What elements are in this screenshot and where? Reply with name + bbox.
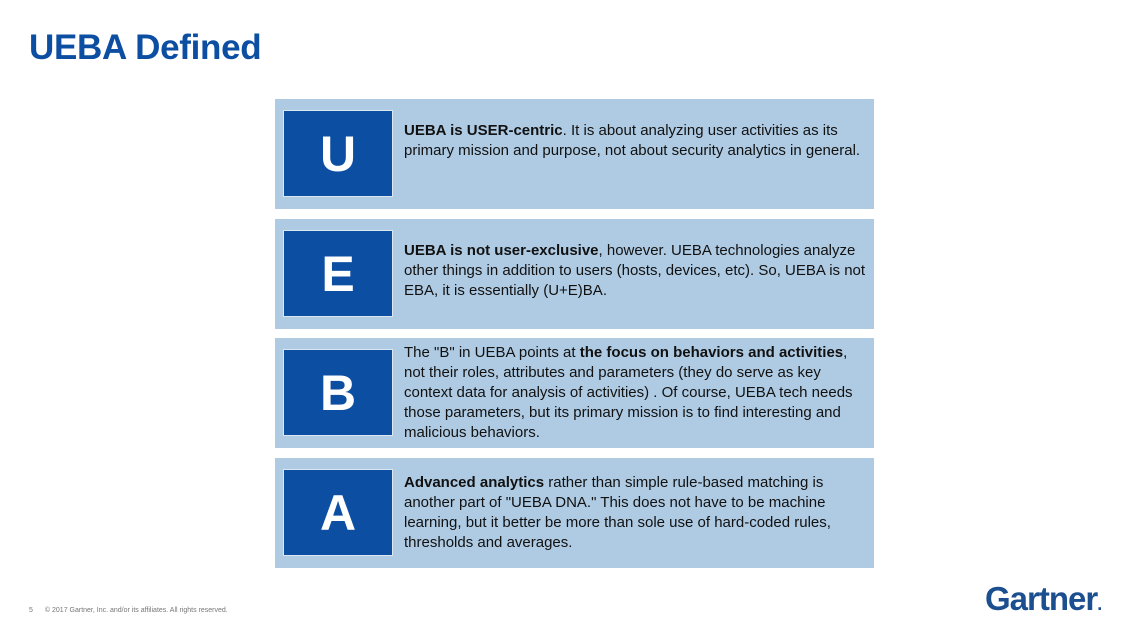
slide-footer [29,607,228,614]
card-body-text: . It is about analyzing user activities as its primary mission and purpose, not about security analytics in general. [404,122,861,159]
logo-dot: . [1097,594,1102,614]
page-number: 5 [29,607,33,614]
letter-box-u: U [283,110,393,197]
card-bold-text: UEBA is not user-exclusive [404,242,599,259]
card-description-u [404,121,869,161]
card-intro-text: The "B" in UEBA points at [404,344,580,361]
ueba-card-b [275,338,874,448]
page-title: UEBA Defined [29,28,262,67]
logo-text: Gartner [985,580,1098,617]
card-bold-text: the focus on behaviors and activities [579,344,844,361]
card-description-e [404,241,869,301]
card-body-text: , however. UEBA technologies analyze other things in addition to users (hosts, devices, etc). So, UEBA is not EBA, it is essentially (U+E)BA. [404,242,866,299]
card-description-b [404,343,869,443]
card-bold-text: Advanced analytics [404,474,545,491]
gartner-logo [985,580,1101,618]
card-body-text: , not their roles, attributes and parameters (they do serve as key context data for analysis of activities) . Of course, UEBA tech needs those parameters, but its primary mission is to find interesting and malicious behaviors. [404,344,853,441]
ueba-card-e [275,219,874,329]
ueba-card-a [275,458,874,568]
letter-box-b: B [283,349,393,436]
card-bold-text: UEBA is USER-centric [404,122,563,139]
copyright-notice: © 2017 Gartner, Inc. and/or its affiliates. All rights reserved. [44,607,228,614]
letter-box-e: E [283,230,393,317]
card-body-text: rather than simple rule-based matching is another part of "UEBA DNA." This does not have to be machine learning, but it better be more than sole use of hard-coded rules, thresholds and averages. [404,474,831,551]
card-description-a [404,473,869,553]
ueba-card-u [275,99,874,209]
letter-box-a: A [283,469,393,556]
